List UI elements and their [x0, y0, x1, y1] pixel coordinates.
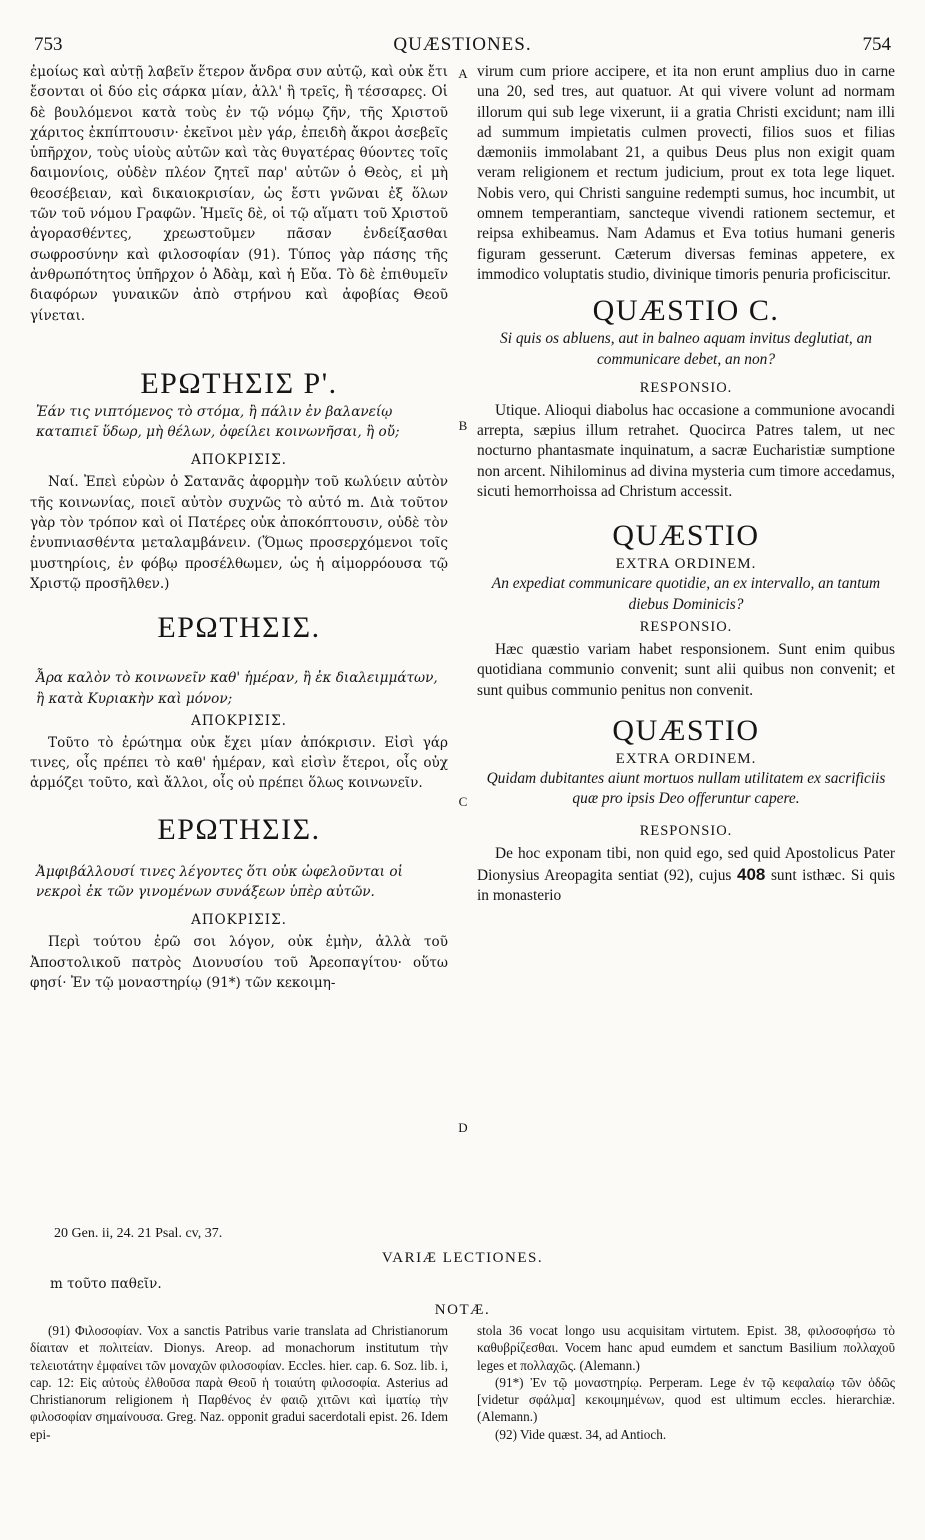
- latin-question-c: Si quis os abluens, aut in balneo aquam invitus deglutiat, an communicare debet, an non?: [500, 330, 872, 368]
- margin-letter-b: B: [458, 418, 468, 433]
- latin-question-2: An expediat communicare quotidie, an ex intervallo, an tantum diebus Dominicis?: [491, 575, 881, 613]
- note-91: (91) Φιλοσοφίαν. Vox a sanctis Patribus varie translata ad Christianorum δίαιταν et πολιτείαν. Dionys. Areop. ad monachorum institutum τὴν τελειοτάτην ἐμφαίνει τῶν μοναχῶν φιλοσοφίαν. Eccles. hier. cap. 6. Soz. lib. i, cap. 12: Εἰς αὐτοὺς ἐλθοῦσα παρὰ Θεοῦ ἡ τοιαύτη φιλοσοφία. Asterius ad Christianorum religionem ἡ Παρθένος ἐν φαιῷ χιτῶνι καὶ ἱματίῳ τὴν φιλοσοφίαν σημαίνουσα. Greg. Naz. opponit gradui sacerdotali epist. 26. Idem epi-: [30, 1323, 448, 1442]
- variant-reading: m τοῦτο παθεῖν.: [50, 1276, 162, 1292]
- latin-question-heading-c: QUÆSTIO C.: [592, 294, 780, 328]
- latin-response-3-text-b: sunt isthæc. Si quis in monasterio: [477, 866, 895, 905]
- greek-question-3: Ἀμφιβάλλουσί τινες λέγοντες ὅτι οὐκ ὠφελοῦνται οἱ νεκροὶ ἐκ τῶν γινομένων συνάξεων ὑπὲρ αὐτῶν.: [36, 863, 403, 901]
- latin-question-heading-2: QUÆSTIO: [612, 519, 760, 553]
- latin-response-3: [477, 844, 895, 906]
- greek-question-2: Ἆρα καλὸν τὸ κοινωνεῖν καθ' ἡμέραν, ἢ ἐκ διαλειμμάτων, ἢ κατὰ Κυριακὴν καὶ μόνον;: [36, 670, 438, 707]
- greek-question-heading-3: ΕΡΩΤΗΣΙΣ.: [157, 812, 321, 846]
- latin-response-2: Hæc quæstio variam habet responsionem. Sunt enim quibus quotidiana communio convenit; sunt alii quibus non convenit; et sunt quibus communio penitus non convenit.: [477, 640, 895, 699]
- greek-answer-label-3: ΑΠΟΚΡΙΣΙΣ.: [191, 912, 287, 929]
- greek-answer-3: Περὶ τούτου ἐρῶ σοι λόγον, οὐκ ἐμὴν, ἀλλὰ τοῦ Ἀποστολικοῦ πατρὸς Διονυσίου τοῦ Ἀρεοπαγίτου· οὕτω φησί· Ἐν τῷ μοναστηρίῳ (91*) τῶν κεκοιμη-: [30, 934, 448, 991]
- latin-question-heading-3: QUÆSTIO: [612, 713, 760, 747]
- scripture-footnotes: 20 Gen. ii, 24. 21 Psal. cv, 37.: [54, 1226, 223, 1241]
- latin-paragraph-intro: virum cum priore accipere, et ita non erunt amplius duo in carne una 20, sed tres, aut quatuor. At qui vivere volunt ad normam illorum qui sub lege vixerunt, ii a gratia Christi excidunt; nam illi ad summum impietatis culmen provecti, filios suos et filias dæmoniis immolabant 21, a quibus Deus plus non exigit quam veram religionem et rectum judicium, prout ex tota lege liquet. Nobis vero, qui Christi sanguine redempti sumus, hoc incumbit, ut omnem temperantiam, sancteque vivendi rationem sectemur, et reipsa exhibeamus. Nam Adamus et Eva totius humani generis figuram gesserunt. Cæterum diversas feminas appetere, ex immodico voluptatis studio, divinique timoris penuria proficiscitur.: [477, 63, 895, 283]
- note-92: (92) Vide quæst. 34, ad Antioch.: [495, 1426, 667, 1442]
- latin-column: [477, 62, 895, 906]
- greek-paragraph-intro: ἐμοίως καὶ αὐτῇ λαβεῖν ἕτερον ἄνδρα συν αὐτῷ, καὶ οὐκ ἔτι ἔσονται οἱ δύο εἰς σάρκα μίαν, ἀλλ' ἢ τρεῖς, ἢ τέσσαρες. Οἱ δὲ βουλόμενοι κατὰ τοὺς ἐν τῷ νόμῳ ζῆν, τῆς Χριστοῦ χάριτος ἐκπίπτουσιν· ἐκεῖνοι μὲν γάρ, ἐπειδὴ ἄκροι ἀσεβεῖς ὑπῆρχον, τοὺς υἱοὺς αὐτῶν καὶ τὰς θυγατέρας θύοντες τοῖς δαιμονίοις, οὐδὲν πλέον ζητεῖ παρ' αὐτῶν ὁ Θεὸς, εἰ μὴ θεοσέβειαν, καὶ δικαιοκρισίαν, ὡς ἔστι γνῶναι ἐξ ὅλων τῶν τοῦ νόμου Γραφῶν. Ἡμεῖς δὲ, οἱ τῷ αἵματι τοῦ Χριστοῦ ἀγορασθέντες, χρεωστοῦμεν πᾶσαν ἐνδείξασθαι σωφροσύνην καὶ φιλοσοφίαν (91). Τύπος γὰρ πάσης τῆς ἀνθρωπότητος ὑπῆρχον ὁ Ἀδὰμ, καὶ ἡ Εὔα. Τὸ δὲ ἐπιθυμεῖν διαφόρων γυναικῶν ἀπὸ στρήνου καὶ ἀφοβίας Θεοῦ γίνεται.: [30, 64, 448, 324]
- page-number-left: 753: [34, 34, 63, 55]
- greek-question-heading-2: ΕΡΩΤΗΣΙΣ.: [157, 611, 321, 645]
- page: [30, 30, 895, 1510]
- latin-response-label-3: RESPONSIO.: [639, 823, 733, 840]
- notes-left-column: [30, 1322, 448, 1443]
- greek-answer-2: Τοῦτο τὸ ἐρώτημα οὐκ ἔχει μίαν ἀπόκρισιν. Εἰσὶ γάρ τινες, οἷς πρέπει τὸ καθ' ἡμέραν, καὶ εἰσὶν ἕτεροι, οἷς οὐχ ἁρμόζει τοῦτο, καὶ ἄλλοι, οἷς οὐ πρέπει ὅλως κοινωνεῖν.: [30, 734, 448, 792]
- margin-letter-c: C: [458, 794, 468, 809]
- latin-question-3: Quidam dubitantes aiunt mortuos nullam utilitatem ex sacrificiis quæ pro ipsis Deo offeruntur capere.: [486, 769, 886, 808]
- note-91-star: (91*) Ἐν τῷ μοναστηρίῳ. Perperam. Lege ἐν τῷ κεφαλαίῳ τῶν ὁδῶς [videtur σφάλμα] κεκοιμημένων, quod est ultimum eccles. hierarchiæ. (Alemann.): [477, 1374, 895, 1425]
- margin-letter-d: D: [458, 1120, 468, 1135]
- notae-heading: NOTÆ.: [434, 1302, 491, 1318]
- latin-response-label-c: RESPONSIO.: [639, 379, 733, 396]
- greek-answer-100: Ναί. Ἐπεὶ εὑρὼν ὁ Σατανᾶς ἀφορμὴν τοῦ κωλύειν αὐτὸν τῆς κοινωνίας, ποιεῖ αὐτὸν συχνῶς τὸ αὐτό m. Διὰ τοῦτον γὰρ τὸν τρόπον καὶ οἱ Πατέρες οὐκ ἀποκόπτουσιν, οὐδὲ τὸν ἐνυπνιασθέντα μεταλαμβάνειν. (Ὅμως προσερχόμενοι τοῖς μυστηρίοις, ἐν φόβῳ προσέλθωμεν, ὡς ἡ αἱμορρόουσα τῷ Χριστῷ προσῆλθεν.): [30, 474, 448, 592]
- latin-response-c: Utique. Alioqui diabolus hac occasione a communione avocandi arrepta, sæpius illum retrahet. Quocirca Patres talem, ut nec nocturno phantasmate inquinatum, a sacræ Eucharistiæ sumptione non arcent. Nihilominus ad divina mysteria cum timore accedamus, sicuti hemorrhoissa ad Christum accessit.: [477, 401, 895, 501]
- running-title: QUÆSTIONES.: [393, 34, 532, 55]
- running-header: [30, 30, 895, 58]
- latin-extra-ordinem-2: EXTRA ORDINEM.: [615, 556, 757, 573]
- latin-response-label-2: RESPONSIO.: [639, 618, 733, 635]
- page-number-right: 754: [862, 34, 891, 55]
- greek-answer-label-2: ΑΠΟΚΡΙΣΙΣ.: [191, 712, 287, 729]
- notes-right-column: [477, 1322, 895, 1443]
- greek-question-heading-100: ΕΡΩΤΗΣΙΣ Ρ'.: [140, 366, 338, 400]
- greek-column: [30, 62, 448, 993]
- greek-question-100: Ἐάν τις νιπτόμενος τὸ στόμα, ἢ πάλιν ἐν βαλανείῳ καταπιεῖ ὕδωρ, μὴ θέλων, ὀφείλει κοινωνῆσαι, ἢ οὔ;: [36, 403, 400, 441]
- column-number-marker: 408: [736, 864, 766, 884]
- variae-lectiones-heading: VARIÆ LECTIONES.: [381, 1250, 544, 1266]
- greek-answer-label-100: ΑΠΟΚΡΙΣΙΣ.: [191, 452, 287, 469]
- latin-response-3-text-a: De hoc exponam tibi, non quid ego, sed quid Apostolicus Pater Dionysius Areopagita sentiat (92), cujus: [477, 845, 895, 884]
- latin-extra-ordinem-3: EXTRA ORDINEM.: [615, 750, 757, 767]
- note-91-continued: stola 36 vocat longo usu acquisitam virtutem. Epist. 38, φιλοσοφήσω τὸ καθυβρίζεσθαι. Vocem hanc apud eumdem et sanctum Basilium πολλαχοῦ leges et πολλαχῶς. (Alemann.): [477, 1323, 895, 1373]
- margin-letter-a: A: [458, 66, 468, 81]
